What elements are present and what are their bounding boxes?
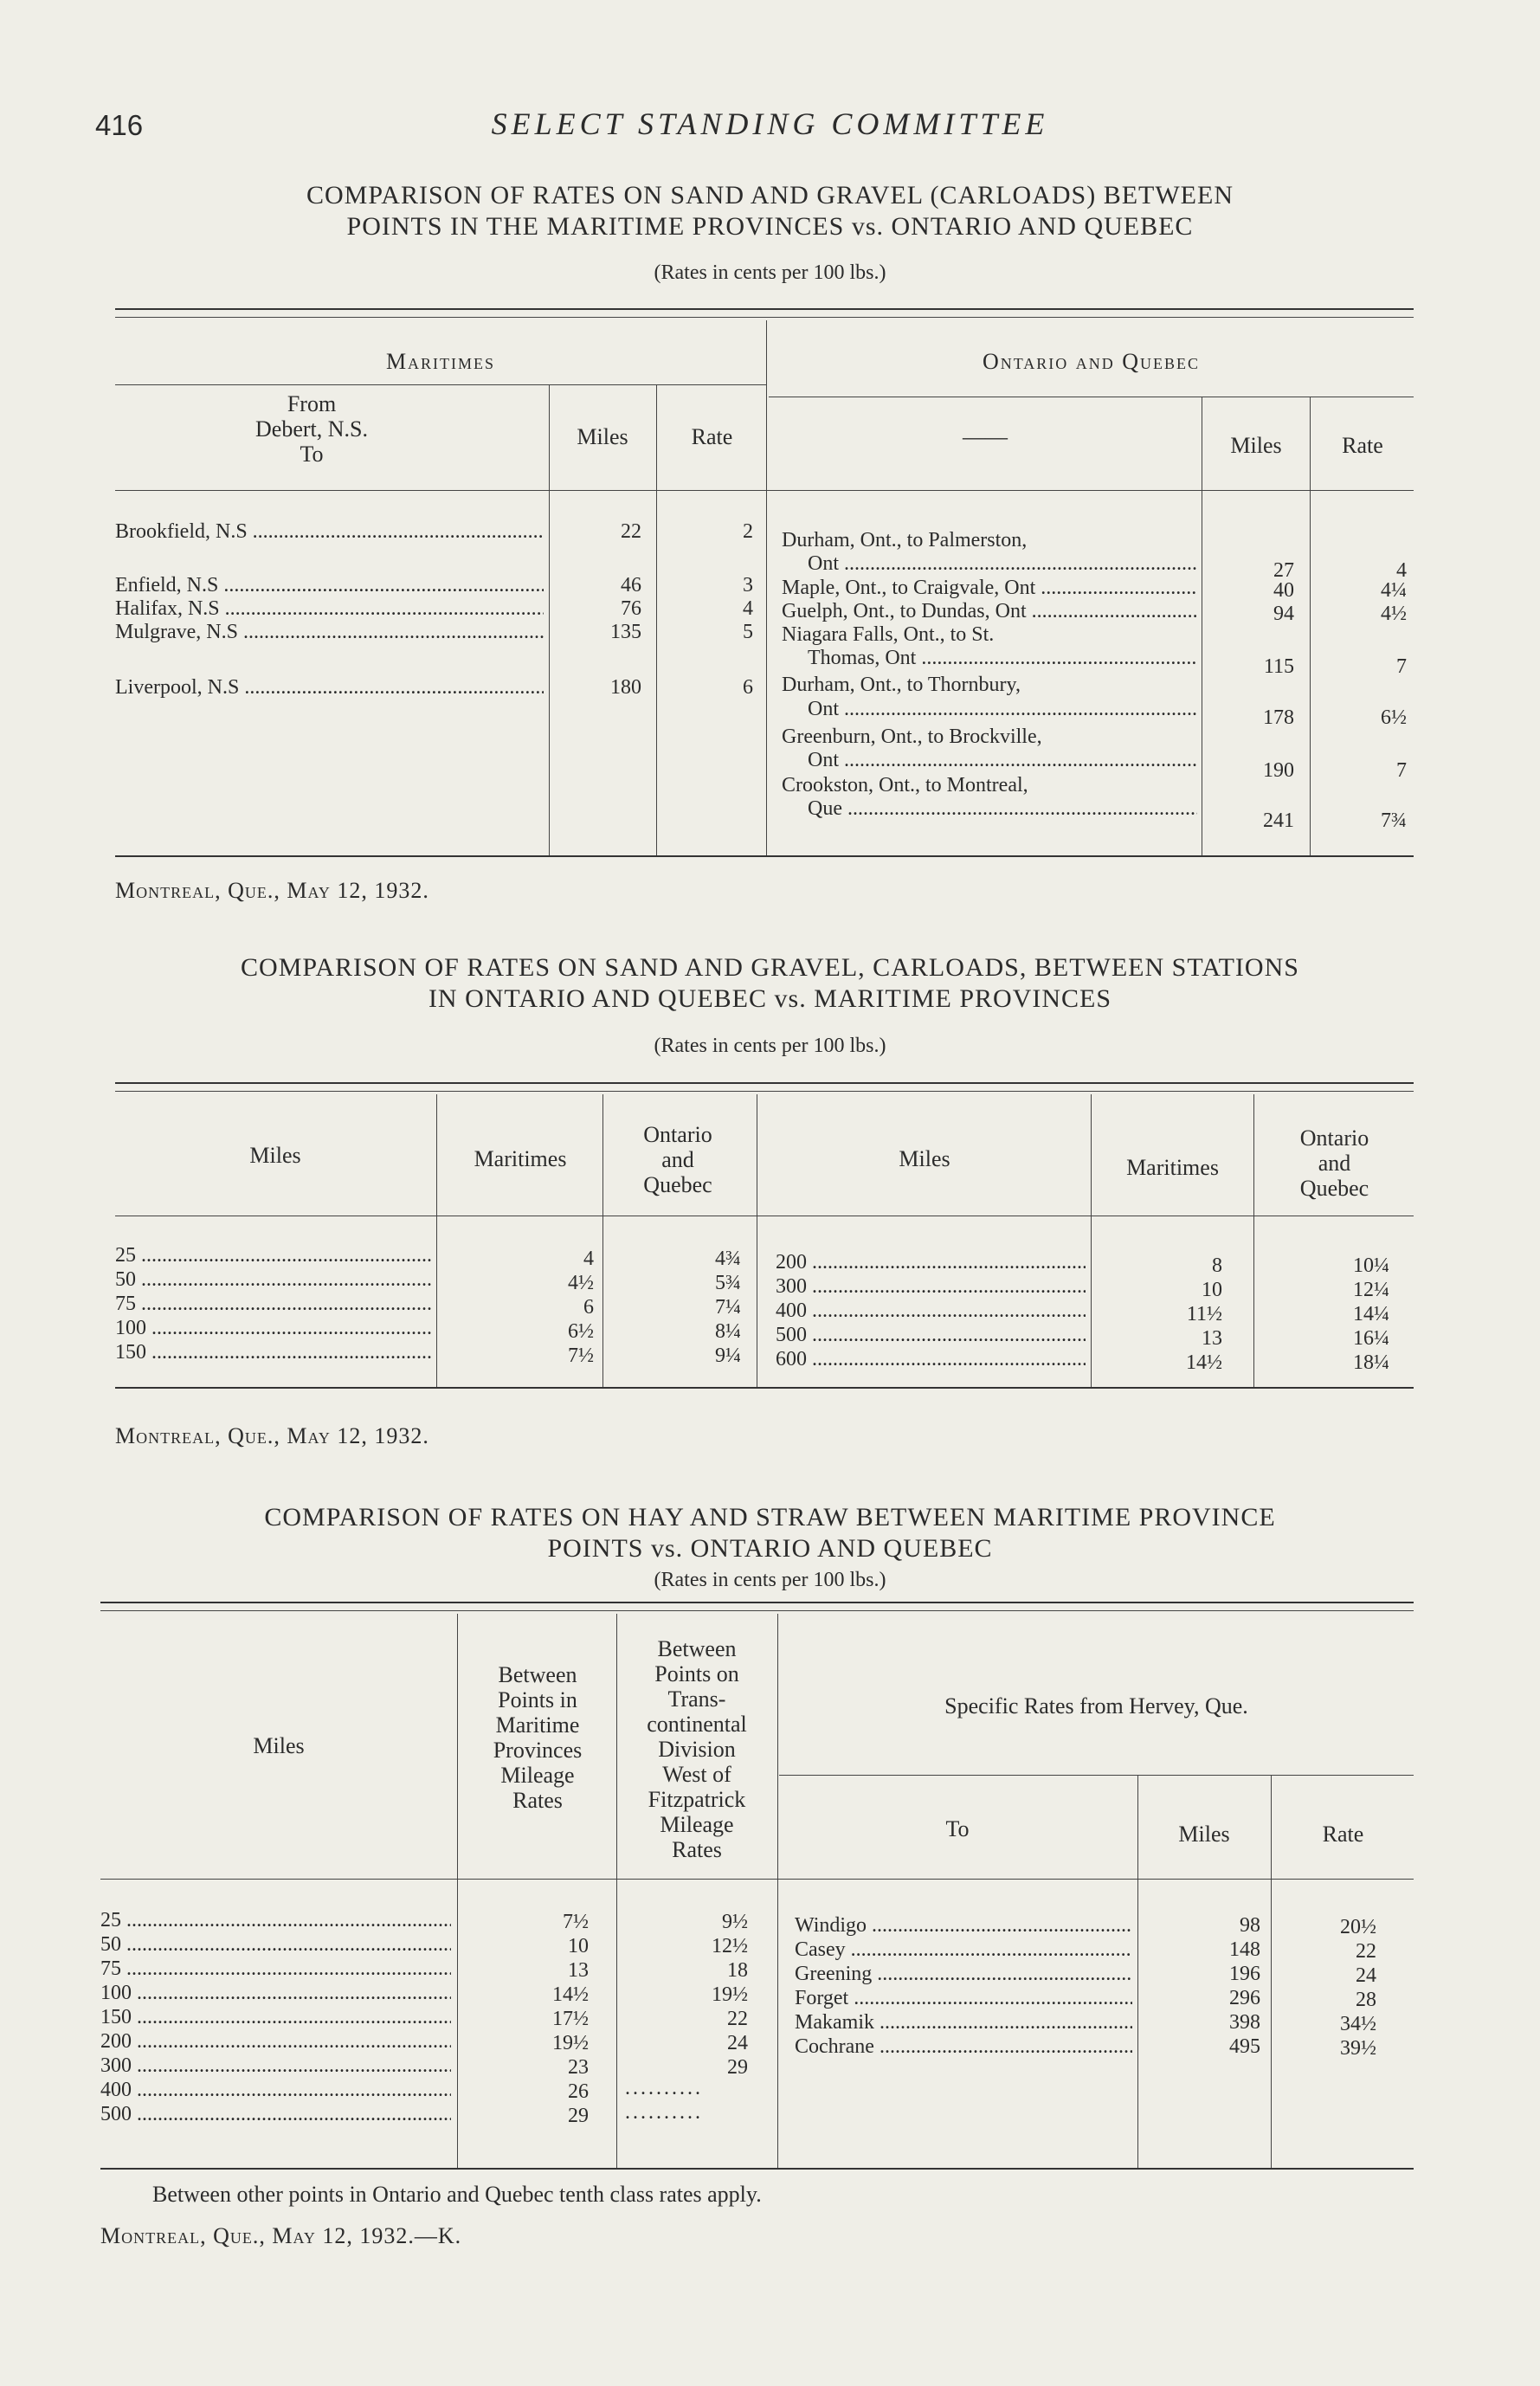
table3-trans-rate: 29 bbox=[727, 2056, 748, 2079]
table1-route: Niagara Falls, Ont., to St. bbox=[782, 623, 995, 646]
table1-place: Enfield, N.S ..... bbox=[115, 573, 544, 597]
table2-maritimes: 6 bbox=[583, 1296, 594, 1319]
table3-group-rule bbox=[779, 1775, 1414, 1776]
table2-col-oq-line2: and bbox=[661, 1147, 694, 1172]
table1-col-from bbox=[199, 391, 424, 467]
table2-ontario-quebec: 5¾ bbox=[715, 1272, 741, 1294]
table1-right-rate: 4½ bbox=[1381, 603, 1407, 625]
table2-ontario-quebec: 4¾ bbox=[715, 1248, 741, 1270]
table1-right-miles: 27 bbox=[1273, 559, 1294, 582]
running-head: SELECT STANDING COMMITTEE bbox=[491, 106, 1049, 141]
table1-rate: 5 bbox=[743, 621, 753, 643]
table1-rate: 4 bbox=[743, 597, 753, 620]
table3-title-line1: COMPARISON OF RATES ON HAY AND STRAW BETWEEN MARITIME PROVINCE bbox=[264, 1503, 1276, 1532]
table2-bottom-rule bbox=[115, 1387, 1414, 1389]
table1-route-cont: Ont ..... bbox=[808, 697, 1197, 721]
table1-right-miles: 190 bbox=[1263, 759, 1294, 782]
table1-place: Liverpool, N.S ..... bbox=[115, 675, 544, 700]
table2-col-oq-right-line1: Ontario bbox=[1299, 1125, 1369, 1151]
table1-right-miles: 178 bbox=[1263, 706, 1294, 729]
table2-col-maritimes: Maritimes bbox=[474, 1146, 567, 1171]
table1-route-cont: Ont ..... bbox=[808, 748, 1197, 772]
table2-divider bbox=[436, 1094, 437, 1387]
table2-col-oq-right-line2: and bbox=[1318, 1151, 1351, 1176]
table1-divider-rate bbox=[656, 384, 657, 855]
table1-right-rate: 4¼ bbox=[1381, 579, 1407, 602]
table2-divider bbox=[1253, 1094, 1254, 1387]
table3-miles: 300 ..... bbox=[100, 2054, 451, 2078]
table3-destination: Windigo ..... bbox=[795, 1913, 1132, 1938]
table2-right-miles: 600 ..... bbox=[776, 1347, 1086, 1371]
table3-col-transcontinental-rates bbox=[618, 1636, 776, 1862]
table1-title-line1: COMPARISON OF RATES ON SAND AND GRAVEL (CARLOADS) BETWEEN bbox=[306, 181, 1234, 210]
table1-col-rate: Rate bbox=[691, 424, 733, 449]
table1-route: Maple, Ont., to Craigvale, Ont ..... bbox=[782, 576, 1197, 600]
table3-destination-rate: 22 bbox=[1356, 1940, 1376, 1963]
table2-ontario-quebec: 7¼ bbox=[715, 1296, 741, 1319]
table1-title-line2: POINTS IN THE MARITIME PROVINCES vs. ONTARIO AND QUEBEC bbox=[346, 212, 1194, 241]
table3-col-trans-line6: West of bbox=[662, 1762, 731, 1787]
table1-rate: 3 bbox=[743, 574, 753, 596]
table3-destination-miles: 98 bbox=[1240, 1914, 1260, 1937]
table2-right-maritimes: 11½ bbox=[1186, 1303, 1222, 1325]
table3-miles: 500 ..... bbox=[100, 2102, 451, 2126]
table2-title-line2: IN ONTARIO AND QUEBEC vs. MARITIME PROVINCES bbox=[428, 984, 1112, 1013]
table3-destination-miles: 148 bbox=[1229, 1938, 1260, 1961]
table1-col-from-line3: To bbox=[300, 442, 324, 467]
table3-col-miles-right: Miles bbox=[1178, 1822, 1230, 1847]
table3-destination: Makamik ..... bbox=[795, 2010, 1132, 2035]
table3-maritime-rate: 26 bbox=[568, 2080, 589, 2103]
table3-maritime-rate: 17½ bbox=[552, 2008, 589, 2030]
table2-right-miles: 400 ..... bbox=[776, 1299, 1086, 1323]
table2-divider bbox=[1091, 1094, 1092, 1387]
table3-divider bbox=[616, 1614, 617, 2168]
table2-miles: 100 ..... bbox=[115, 1316, 431, 1340]
table3-col-specific-rates: Specific Rates from Hervey, Que. bbox=[944, 1693, 1248, 1719]
table1-group-ontario-quebec: Ontario and Quebec bbox=[982, 349, 1201, 374]
table3-col-maritime-line6: Rates bbox=[512, 1788, 563, 1813]
table1-header-rule bbox=[115, 490, 1414, 491]
table3-bottom-rule bbox=[100, 2168, 1414, 2170]
table3-miles: 200 ..... bbox=[100, 2029, 451, 2054]
table3-subtitle: (Rates in cents per 100 lbs.) bbox=[654, 1569, 886, 1591]
table2-right-maritimes: 13 bbox=[1202, 1327, 1222, 1350]
table3-col-trans-line3: Trans- bbox=[667, 1686, 726, 1712]
table2-col-miles: Miles bbox=[249, 1143, 301, 1168]
table3-miles: 50 ..... bbox=[100, 1932, 451, 1957]
table2-ontario-quebec: 9¼ bbox=[715, 1345, 741, 1367]
table3-col-trans-line9: Rates bbox=[672, 1837, 722, 1862]
table3-maritime-rate: 23 bbox=[568, 2056, 589, 2079]
table3-destination: Casey ..... bbox=[795, 1938, 1132, 1962]
table3-col-trans-line7: Fitzpatrick bbox=[648, 1787, 746, 1812]
table1-right-rate: 7¾ bbox=[1381, 809, 1407, 832]
table3-col-trans-line4: continental bbox=[647, 1712, 747, 1737]
table1-col-miles-right: Miles bbox=[1230, 433, 1282, 458]
table2-top-rule-2 bbox=[115, 1091, 1414, 1092]
table1-place: Mulgrave, N.S ..... bbox=[115, 620, 544, 644]
table3-divider bbox=[1137, 1775, 1138, 2168]
table3-maritime-rate: 19½ bbox=[552, 2032, 589, 2054]
table3-trans-rate: 12½ bbox=[712, 1935, 748, 1957]
table3-maritime-rate: 10 bbox=[568, 1935, 589, 1957]
table1-miles: 180 bbox=[610, 676, 641, 699]
table2-col-oq-line3: Quebec bbox=[643, 1172, 712, 1197]
page-number: 416 bbox=[95, 109, 144, 141]
table2-title-line1: COMPARISON OF RATES ON SAND AND GRAVEL, CARLOADS, BETWEEN STATIONS bbox=[241, 953, 1299, 982]
table3-destination-miles: 296 bbox=[1229, 1987, 1260, 2009]
table1-col-rate-right: Rate bbox=[1342, 433, 1383, 458]
table3-col-to: To bbox=[945, 1816, 970, 1841]
table1-route-cont: Thomas, Ont ..... bbox=[808, 646, 1197, 670]
table3-divider bbox=[1271, 1775, 1272, 2168]
table2-right-maritimes: 10 bbox=[1202, 1279, 1222, 1301]
table2-top-rule bbox=[115, 1082, 1414, 1084]
table3-trans-rate: 9½ bbox=[722, 1911, 748, 1933]
table1-route-cont: Ont ..... bbox=[808, 551, 1197, 576]
table1-route: Crookston, Ont., to Montreal, bbox=[782, 774, 1028, 796]
table3-col-maritime-line2: Points in bbox=[498, 1687, 577, 1712]
table1-subtitle: (Rates in cents per 100 lbs.) bbox=[654, 261, 886, 284]
table1-miles: 135 bbox=[610, 621, 641, 643]
table3-trans-rate: 22 bbox=[727, 2008, 748, 2030]
table3-footer: Montreal, Que., May 12, 1932.—K. bbox=[100, 2223, 462, 2248]
table2-right-ontario-quebec: 12¼ bbox=[1353, 1279, 1389, 1301]
table3-col-maritime-line5: Mileage bbox=[500, 1763, 575, 1788]
table1-miles: 22 bbox=[621, 520, 641, 543]
table1-right-rate: 6½ bbox=[1381, 706, 1407, 729]
table3-top-rule-2 bbox=[100, 1610, 1414, 1611]
table1-right-miles: 241 bbox=[1263, 809, 1294, 832]
table1-right-rate: 7 bbox=[1396, 759, 1407, 782]
table1-right-miles: 40 bbox=[1273, 579, 1294, 602]
table1-top-rule-2 bbox=[115, 317, 1414, 318]
table3-destination-miles: 495 bbox=[1229, 2035, 1260, 2058]
table3-col-maritime-line4: Provinces bbox=[493, 1738, 583, 1763]
table3-col-trans-line2: Points on bbox=[654, 1661, 739, 1686]
table3-destination-miles: 398 bbox=[1229, 2011, 1260, 2034]
table1-col-from-line1: From bbox=[287, 391, 337, 416]
table1-col-from-line2: Debert, N.S. bbox=[255, 416, 368, 442]
table3-miles: 100 ..... bbox=[100, 1981, 451, 2005]
table2-right-miles: 300 ..... bbox=[776, 1274, 1086, 1299]
table3-destination: Forget ..... bbox=[795, 1986, 1132, 2010]
table2-miles: 25 ..... bbox=[115, 1243, 431, 1267]
table2-subtitle: (Rates in cents per 100 lbs.) bbox=[654, 1035, 886, 1057]
table2-col-maritimes-right: Maritimes bbox=[1126, 1155, 1219, 1180]
table1-route: Durham, Ont., to Thornbury, bbox=[782, 674, 1021, 696]
table3-maritime-rate: 29 bbox=[568, 2105, 589, 2127]
table1-place: Brookfield, N.S ..... bbox=[115, 519, 544, 544]
table1-group-maritimes: Maritimes bbox=[385, 349, 496, 374]
table3-maritime-rate: 14½ bbox=[552, 1983, 589, 2006]
table2-right-ontario-quebec: 16¼ bbox=[1353, 1327, 1389, 1350]
table3-trans-rate: 19½ bbox=[712, 1983, 748, 2006]
table3-destination-rate: 28 bbox=[1356, 1989, 1376, 2011]
table3-destination-rate: 24 bbox=[1356, 1964, 1376, 1987]
table3-destination-rate: 20½ bbox=[1340, 1916, 1376, 1938]
table1-route-cont: Que ..... bbox=[808, 796, 1197, 821]
table1-miles: 76 bbox=[621, 597, 641, 620]
table3-col-trans-line5: Division bbox=[658, 1737, 736, 1762]
table1-footer: Montreal, Que., May 12, 1932. bbox=[115, 878, 429, 903]
table1-right-miles: 94 bbox=[1273, 603, 1294, 625]
table2-right-ontario-quebec: 14¼ bbox=[1353, 1303, 1389, 1325]
table2-right-miles: 200 ..... bbox=[776, 1250, 1086, 1274]
table3-miles: 150 ..... bbox=[100, 2005, 451, 2029]
table2-col-miles-right: Miles bbox=[899, 1146, 950, 1171]
table1-divider-miles bbox=[549, 384, 550, 855]
table3-divider bbox=[457, 1614, 458, 2168]
table1-col-blank: —— bbox=[963, 424, 1008, 449]
table1-bottom-rule bbox=[115, 855, 1414, 857]
table2-miles: 150 ..... bbox=[115, 1340, 431, 1364]
table1-top-rule bbox=[115, 308, 1414, 310]
table3-trans-rate-empty: .......... bbox=[625, 2101, 703, 2124]
table3-destination-miles: 196 bbox=[1229, 1963, 1260, 1985]
table2-maritimes: 7½ bbox=[568, 1345, 594, 1367]
table2-footer: Montreal, Que., May 12, 1932. bbox=[115, 1423, 429, 1448]
table1-divider-rate-right bbox=[1310, 397, 1311, 855]
table2-col-oq-right-line3: Quebec bbox=[1299, 1176, 1369, 1201]
table1-right-rate: 4 bbox=[1396, 559, 1407, 582]
table1-right-rate: 7 bbox=[1396, 655, 1407, 678]
table2-right-miles: 500 ..... bbox=[776, 1323, 1086, 1347]
table1-divider-main bbox=[766, 320, 767, 855]
table1-place: Halifax, N.S ..... bbox=[115, 596, 544, 621]
table3-top-rule bbox=[100, 1602, 1414, 1603]
table3-divider-main bbox=[777, 1614, 778, 2168]
table3-destination: Cochrane ..... bbox=[795, 2035, 1132, 2059]
table2-right-ontario-quebec: 10¼ bbox=[1353, 1254, 1389, 1277]
table3-trans-rate: 18 bbox=[727, 1959, 748, 1982]
table3-trans-rate-empty: .......... bbox=[625, 2077, 703, 2099]
table3-note: Between other points in Ontario and Quebec tenth class rates apply. bbox=[152, 2182, 762, 2207]
table3-col-rate: Rate bbox=[1322, 1822, 1364, 1847]
table3-col-trans-line1: Between bbox=[657, 1636, 737, 1661]
table3-col-maritime-line1: Between bbox=[498, 1662, 577, 1687]
table2-right-ontario-quebec: 18¼ bbox=[1353, 1351, 1389, 1374]
table2-maritimes: 4 bbox=[583, 1248, 594, 1270]
table1-col-miles: Miles bbox=[577, 424, 628, 449]
table1-route: Guelph, Ont., to Dundas, Ont ..... bbox=[782, 599, 1197, 623]
table3-header-rule bbox=[100, 1879, 1414, 1880]
table3-col-trans-line8: Mileage bbox=[660, 1812, 734, 1837]
table1-miles: 46 bbox=[621, 574, 641, 596]
table1-rate: 6 bbox=[743, 676, 753, 699]
table2-col-ontario-quebec bbox=[604, 1122, 751, 1197]
table1-route: Greenburn, Ont., to Brockville, bbox=[782, 725, 1042, 748]
table3-destination-rate: 39½ bbox=[1340, 2037, 1376, 2060]
table3-col-miles: Miles bbox=[253, 1733, 305, 1758]
table3-title-line2: POINTS vs. ONTARIO AND QUEBEC bbox=[547, 1534, 993, 1563]
table1-right-miles: 115 bbox=[1263, 655, 1294, 678]
table2-miles: 75 ..... bbox=[115, 1292, 431, 1316]
table2-right-maritimes: 8 bbox=[1212, 1254, 1222, 1277]
table1-rate: 2 bbox=[743, 520, 753, 543]
table3-miles: 75 ..... bbox=[100, 1957, 451, 1981]
table3-col-maritime-rates bbox=[459, 1662, 616, 1813]
table3-miles: 25 ..... bbox=[100, 1908, 451, 1932]
table2-maritimes: 6½ bbox=[568, 1320, 594, 1343]
table2-col-oq-line1: Ontario bbox=[643, 1122, 712, 1147]
table3-destination: Greening ..... bbox=[795, 1962, 1132, 1986]
table2-right-maritimes: 14½ bbox=[1186, 1351, 1222, 1374]
table1-route: Durham, Ont., to Palmerston, bbox=[782, 529, 1028, 551]
table3-destination-rate: 34½ bbox=[1340, 2013, 1376, 2035]
table2-miles: 50 ..... bbox=[115, 1267, 431, 1292]
table3-col-maritime-line3: Maritime bbox=[495, 1712, 580, 1738]
table2-col-ontario-quebec-right bbox=[1255, 1125, 1414, 1201]
table2-divider bbox=[602, 1094, 603, 1387]
table3-maritime-rate: 13 bbox=[568, 1959, 589, 1982]
table2-ontario-quebec: 8¼ bbox=[715, 1320, 741, 1343]
table2-maritimes: 4½ bbox=[568, 1272, 594, 1294]
table3-miles: 400 ..... bbox=[100, 2078, 451, 2102]
table1-group-rule-left bbox=[115, 384, 766, 385]
table3-trans-rate: 24 bbox=[727, 2032, 748, 2054]
table3-maritime-rate: 7½ bbox=[563, 1911, 589, 1933]
